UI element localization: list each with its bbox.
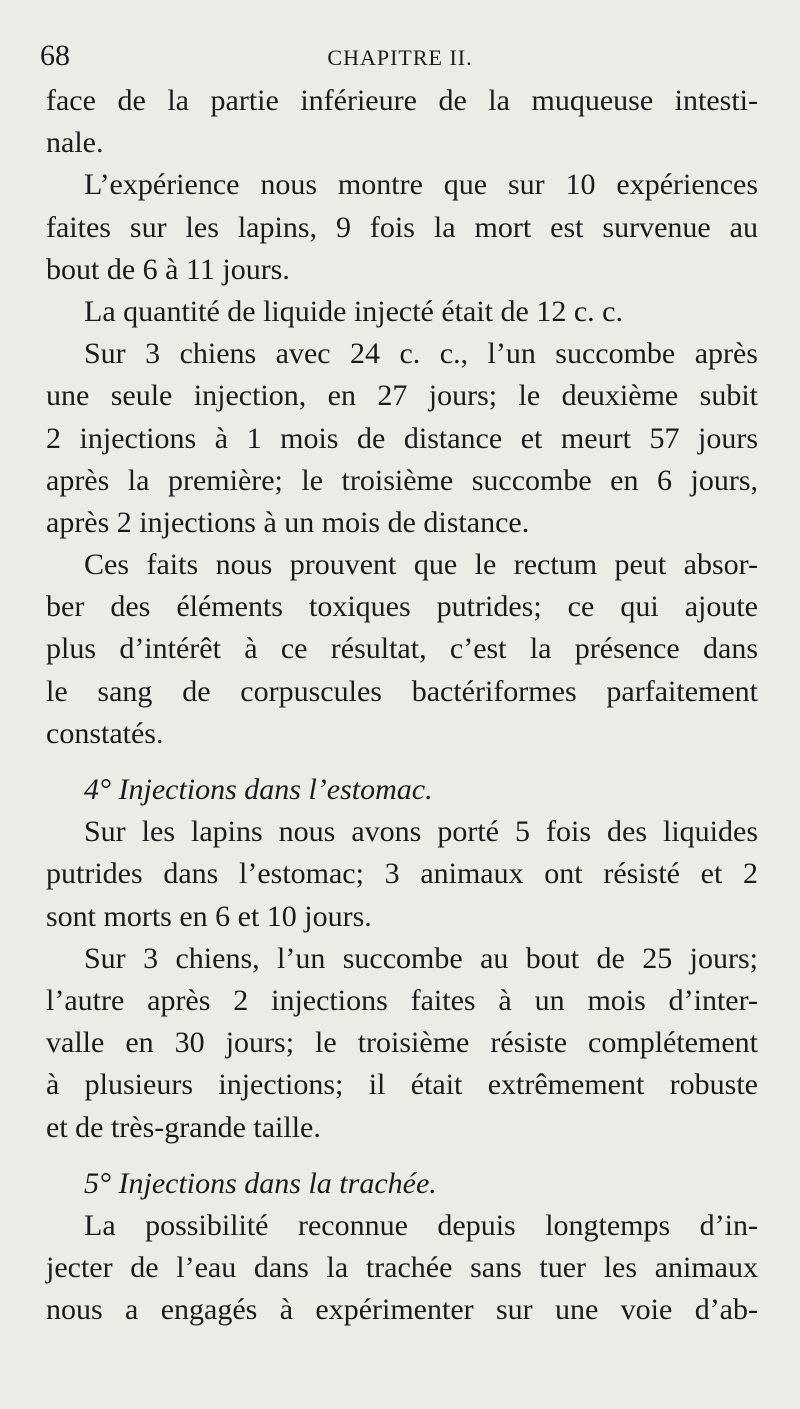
text-line: L’expérience nous montre que sur 10 expériences — [84, 168, 758, 202]
text-line: Sur 3 chiens, l’un succombe au bout de 25 jours; — [84, 941, 758, 975]
text-line: après 2 injections à un mois de distance. — [46, 505, 530, 539]
text-line: face de la partie inférieure de la muqueuse intesti- — [46, 84, 758, 117]
running-head: CHAPITRE II. — [327, 45, 473, 70]
text-line: sont morts en 6 et 10 jours. — [46, 899, 372, 933]
page-header — [40, 36, 760, 80]
paragraph — [46, 80, 758, 164]
paragraph — [46, 938, 758, 1149]
text-line: à plusieurs injections; il était extrêmement robuste — [46, 1068, 758, 1102]
page-body — [46, 80, 758, 1331]
text-line: La possibilité reconnue depuis longtemps d’in- — [84, 1208, 758, 1242]
section-spacer — [46, 755, 758, 769]
text-line: ber des éléments toxiques putrides; ce qui ajoute — [46, 590, 758, 624]
text-line: Sur les lapins nous avons porté 5 fois des liquides — [84, 815, 758, 849]
paragraph — [46, 544, 758, 755]
text-line: faites sur les lapins, 9 fois la mort est survenue au — [46, 210, 758, 244]
text-line: constatés. — [46, 716, 164, 750]
text-line: nale. — [46, 126, 104, 160]
paragraph — [46, 333, 758, 544]
text-line: après la première; le troisième succombe en 6 jours, — [46, 463, 758, 497]
text-line: Sur 3 chiens avec 24 c. c., l’un succombe après — [84, 337, 758, 371]
paragraph — [46, 1205, 758, 1332]
text-line: La quantité de liquide injecté était de 12 c. c. — [84, 294, 623, 328]
paragraph — [46, 291, 758, 333]
page-number: 68 — [40, 39, 70, 72]
text-line: l’autre après 2 injections faites à un mois d’inter- — [46, 983, 758, 1017]
text-line: valle en 30 jours; le troisième résiste complétement — [46, 1026, 758, 1060]
text-line: nous a engagés à expérimenter sur une voie d’ab- — [46, 1293, 758, 1327]
text-line: bout de 6 à 11 jours. — [46, 252, 290, 286]
text-line: putrides dans l’estomac; 3 animaux ont résisté et 2 — [46, 857, 758, 891]
text-line: une seule injection, en 27 jours; le deuxième subit — [46, 379, 758, 413]
paragraph — [46, 811, 758, 938]
text-line: le sang de corpuscules bactériformes parfaitement — [46, 674, 758, 708]
text-line: et de très-grande taille. — [46, 1110, 321, 1144]
text-line: 2 injections à 1 mois de distance et meurt 57 jours — [46, 421, 758, 455]
section-spacer — [46, 1149, 758, 1163]
text-line: jecter de l’eau dans la trachée sans tuer les animaux — [46, 1251, 758, 1285]
text-line: Ces faits nous prouvent que le rectum peut absor- — [84, 548, 758, 582]
section-heading: 5° Injections dans la trachée. — [84, 1166, 437, 1200]
text-line: plus d’intérêt à ce résultat, c’est la présence dans — [46, 632, 758, 666]
paragraph — [46, 164, 758, 291]
section-heading: 4° Injections dans l’estomac. — [84, 773, 433, 806]
